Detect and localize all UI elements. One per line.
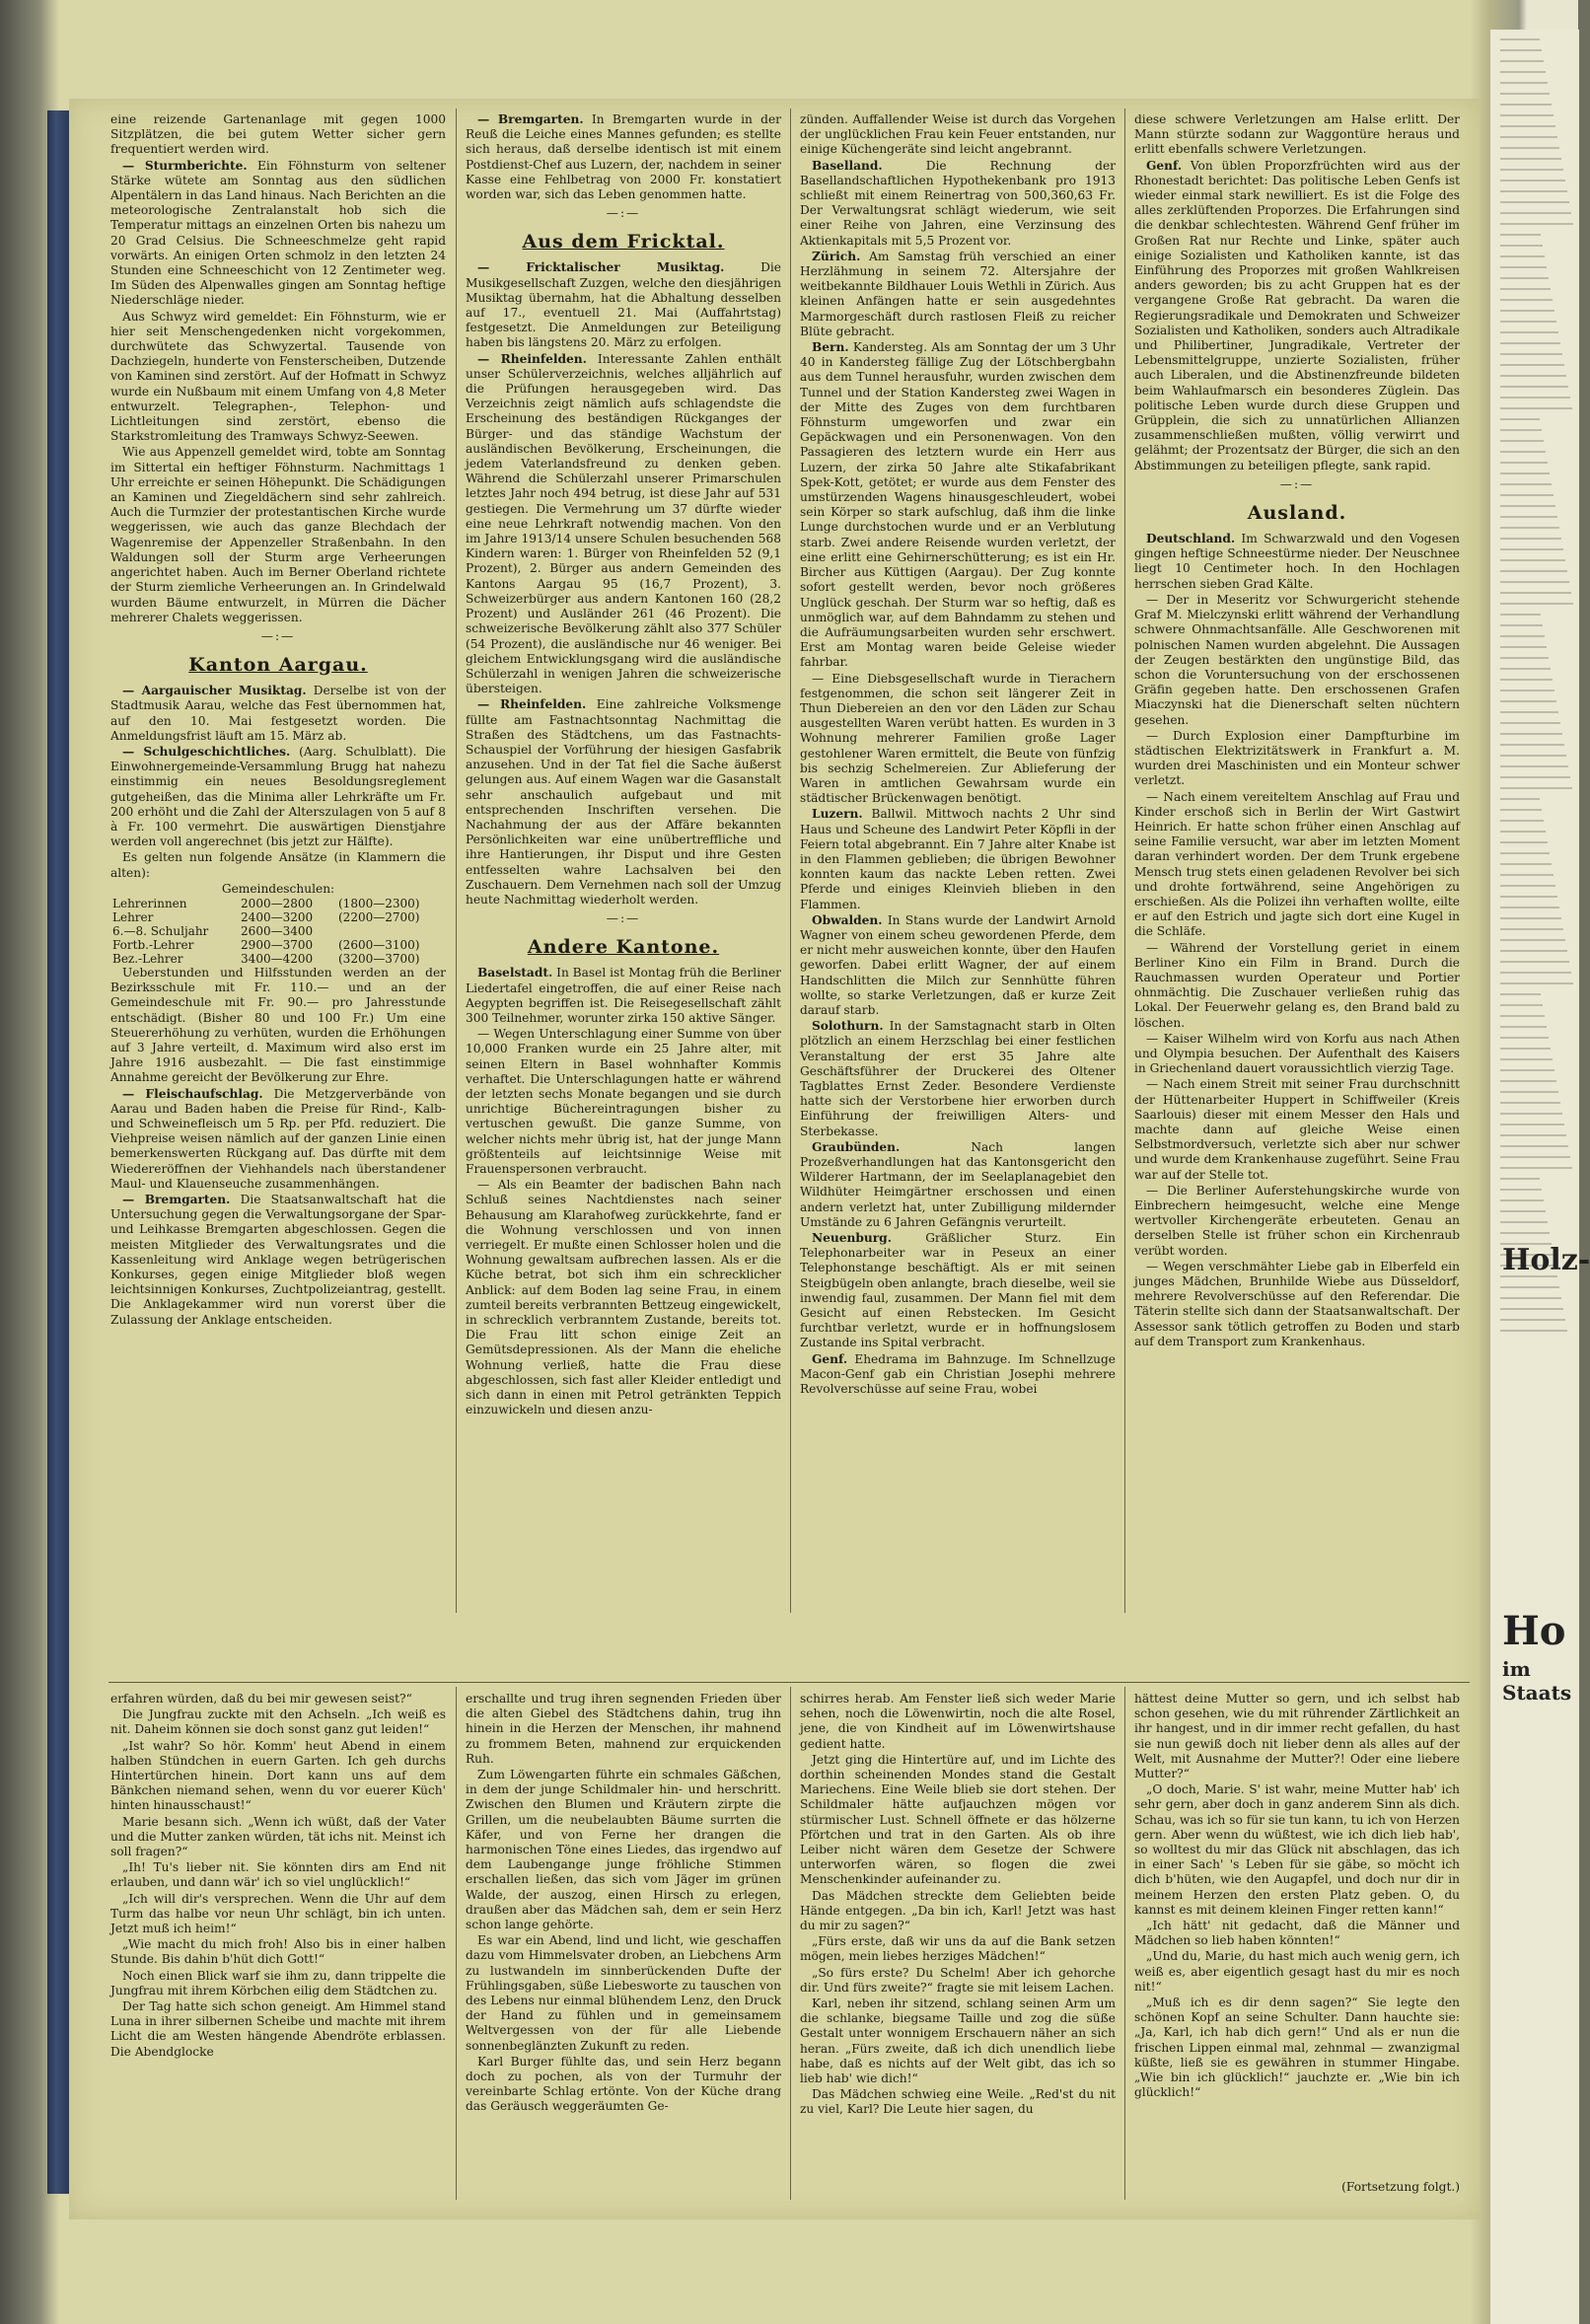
adjacent-text-line [1500,1297,1561,1299]
adjacent-text-line [1500,939,1565,941]
feuilleton-paragraph: Noch einen Blick warf sie ihm zu, dann trippelte die Jungfrau mit ihrem Körbchen eilig dem Städtchen zu. [110,1968,446,1997]
adjacent-text-line [1500,494,1554,496]
adjacent-text-line [1500,125,1555,127]
adjacent-text-line [1500,397,1570,399]
salary-row [110,897,446,910]
adjacent-text-line [1500,765,1568,767]
kicker: Graubünden. [812,1139,901,1154]
body-text: Die Musikgesellschaft Zuzgen, welche den diesjährigen Musiktag übernahm, hat die Abhaltung desselben auf 17., eventuell 21. Mai (Auffahrtstag) festgesetzt. Die Anmeldungen zur Beteiligung haben bis längstens 20. März zu erfolgen. [466,260,781,350]
feuilleton-paragraph: „O doch, Marie. S' ist wahr, meine Mutter hab' ich sehr gern, aber doch in ganz anderem Sinn als dich. Schau, was ich so für sie tun kann, tu ich von Herzen gern. Aber wenn du wüßtest, wie ich dich lieb hab', so wolltest du mir das Glück nit abschlagen, das ich in einer Sach' 's Leben für sie gäbe, so möcht ich dich b'hüten, wie den Augapfel, und doch nur dir in meinem Herzen den ersten Platz geben. O, du kannst es mit deinem kleinen Finger retten kann!“ [1134,1782,1460,1917]
feuilleton-paragraph: „Wie macht du mich froh! Also bis in einer halben Stunde. Bis dahin b'hüt dich Gott!“ [110,1937,446,1967]
kicker: Solothurn. [812,1019,884,1034]
paragraph [466,966,781,1026]
adjacent-text-line [1500,1026,1547,1028]
paragraph [800,1352,1116,1398]
paragraph: Es gelten nun folgende Ansätze (in Klammern die alten): [110,850,446,880]
paragraph [800,913,1116,1018]
paragraph: — Als ein Beamter der badischen Bahn nach Schluß seines Nachtdienstes nach seiner Behausung am Klarahofweg zurückkehrte, fand er die Wohnung verschlossen und von innen verriegelt. Er mußte einen Schlosser holen und die Wohnung gewaltsam aufbrechen lassen. Als er die Küche betrat, bot sich ihm ein schrecklicher Anblick: auf dem Boden lag seine Frau, in einem zumteil bereits verbrannten Bettzeug eingewickelt, in schrecklich verbranntem Zustande, bereits tot. Die Frau litt schon einige Zeit an Gemütsdepressionen. Als der Mann die eheliche Wohnung verließ, hatte die Frau diese abgeschlossen, sich fast aller Kleider entledigt und sich dann in einen mit Petrol getränkten Teppich einzuwickeln und diesen anzu- [466,1178,781,1417]
paragraph: — Eine Diebsgesellschaft wurde in Tierachern festgenommen, die schon seit längerer Zeit in Thun Diebereien an den vor den Läden zur Schau ausgestellten Waren verübt hatten. Es wurden in 3 Wohnung mehrerer Familien große Lager gestohlener Waren ermittelt, die Beute von fünfzig bis sechzig Schelmereien. Zur Ablieferung der Waren in amtlichen Gewahrsam wurde ein städtischer Brückenwagen benötigt. [800,671,1116,806]
adjacent-text-line [1500,592,1571,594]
adjacent-text-line [1500,201,1569,203]
paragraph: — Durch Explosion einer Dampfturbine im städtischen Elektrizitätswerk in Frankfurt a. M. wurden drei Maschinisten und ein Monteur schwer verletzt. [1134,728,1460,788]
salary-row [110,924,446,938]
continued-label: (Fortsetzung folgt.) [1341,2180,1460,2194]
body-text: Nach langen Prozeßverhandlungen hat das Kantonsgericht den Wilderer Hartmann, der im Seelaplanagebiet den Wildhüter Heimgärtner erschossen und einen andern verletzt hat, unter Zubilligung mildernder Umstände zu 6 Jahren Gefängnis verurteilt. [800,1139,1117,1229]
adjacent-text-line [1500,787,1572,789]
section-heading: Aus dem Fricktal. [522,231,725,254]
body-text: Von üblen Proporzfrüchten wird aus der Rhonestadt berichtet: Das politische Leben Genfs ist wieder einmal stark newilliert. Es ist die Folge des alles zerklüftenden Proporzes. Die Erfahrungen sind die denkbar schlechtesten. Während Genf früher im Großen Rat nur Rechte und Linke, später auch einige Sozialisten und Katholiken kannte, ist das Einführung des Proporzes mit großen Wahlkreisen anders geworden; bis zu acht Gruppen hat es der vergangene Große Rat gebracht. Da waren die Regierungsradikale und Demokraten und Schweizer Sozialisten und Katholiken, sonders auch Altradikale und Philibertiner, Jungradikale, Vertreter der Lebensmittelgruppe, unzierte Sozialisten, früher auch Liberalen, und die Abstinenzfreunde bildeten beim Wahlaufmarsch ein besonderes Züglein. Das politische Leben wurde durch diese Gruppen und Grüpplein, die sich zu unnatürlichen Allianzen zusammenschließen mußten, völlig verwirrt und gelähmt; der Prozentsatz der Bürger, die sich an den Abstimmungen zu beteiligen pflegte, sank rapid. [1134,158,1461,472]
feuilleton-paragraph: Die Jungfrau zuckte mit den Achseln. „Ich weiß es nit. Daheim können sie doch sonst ganz gut leiden!“ [110,1707,446,1737]
adjacent-text-line [1500,321,1556,323]
adjacent-text-line [1500,831,1546,833]
adjacent-text-line [1500,516,1557,518]
adjacent-text-line [1500,169,1563,171]
adjacent-text-line [1500,657,1549,659]
adjacent-text-line [1500,624,1543,626]
adjacent-text-line [1500,755,1566,757]
adjacent-text-line [1500,277,1549,279]
adjacent-text-line [1500,614,1541,616]
paragraph [1134,159,1460,473]
adjacent-text-line [1500,386,1568,388]
paragraph [800,1231,1116,1351]
feuilleton-paragraph: Zum Löwengarten führte ein schmales Gäßchen, in dem der junge Schildmaler hin- und herschritt. Zwischen den Blumen und Kräutern zirpte die Grillen, um die neubelaubten Bäume surrten die Käfer, und von Ferne her drangen die harmonischen Töne eines Liedes, das irgendwo auf dem Laubengange junge fröhliche Stimmen erschallen ließen, das sich vom Jäger im grünen Walde, der auszog, einen Hirsch zu erlegen, draußen aber das Mädchen sah, dem er sein Herz schon lange gehörte. [466,1768,781,1932]
paragraph: diese schwere Verletzungen am Halse erlitt. Der Mann stürzte sodann zur Waggontüre heraus und erlitt ebenfalls schwere Verletzungen. [1134,112,1460,157]
body-text: Die Staatsanwaltschaft hat die Untersuchung gegen die Verwaltungsorgane der Spar- und Leihkasse Bremgarten abgeschlossen. Gegen die meisten Mitglieder des Verwaltungsrates und die Kassenleitung wird Anklage wegen betrügerischen Konkurses, gegen einige Mitglieder bloß wegen leichtsinnigen Konkurses, Zuchtpolizeiantrag, gestellt. Die Anklagekammer wird nun vorerst über die Zulassung der Anklage entscheiden. [110,1193,446,1327]
paragraph [110,1087,446,1192]
adjacent-text-line [1500,1037,1549,1039]
kicker: — Rheinfelden. [477,351,587,366]
paragraph [110,1193,446,1328]
section-heading: Andere Kantone. [527,936,720,959]
body-text: In Stans wurde der Landwirt Arnold Wagner von einem scheu gewordenen Pferde, dem er nicht mehr ausweichen konnte, über den Haufen geworfen. Dabei erlitt Wagner, der auf einem Handschlitten die Milch zur Sennhütte führen wollte, so starke Verletzungen, daß er kurze Zeit darauf starb. [800,912,1116,1017]
adjacent-text-line [1500,863,1552,865]
paragraph [466,352,781,697]
paragraph: eine reizende Gartenanlage mit gegen 1000 Sitzplätzen, die bei gutem Wetter sicher gern frequentiert werden wird. [110,112,446,157]
feuilleton-column-4 [1134,1692,1460,2101]
body-text: Ehedrama im Bahnzuge. Im Schnellzuge Macon-Genf gab ein Christian Josephi mehrere Revolverschüsse auf seine Frau, wobei [800,1351,1116,1397]
kicker: Genf. [812,1351,848,1366]
adjacent-text-line [1500,418,1540,420]
paragraph [466,260,781,350]
paragraph: Wie aus Appenzell gemeldet wird, tobte am Sonntag im Sittertal ein heftiger Föhnsturm. Nachmittags 1 Uhr erreichte er seinen Höhepunkt. Die Schädigungen an Kaminen und Ziegeldächern sind sehr zahlreich. Auch die Turmzier der protestantischen Kirche wurde weggerissen, wie auch das ganze Blechdach der Wagenremise der Appenzeller Straßenbahn. In den Waldungen soll der Sturm arge Verheerungen angerichtet haben. Auch im Berner Oberland richtete der Sturm ziemliche Verheerungen an. In Grindelwald wurden Bäume entwurzelt, in Mürren die Dächer mehrerer Chalets weggerissen. [110,445,446,624]
paragraph: Ueberstunden und Hilfsstunden werden an der Bezirksschule mit Fr. 110.— und an der Gemeindeschule mit Fr. 90.— pro Jahresstunde entschädigt. (Bisher 80 und 100 Fr.) Um eine Steuererhöhung zu verhüten, wurden die Erhöhungen auf 3 Jahre verteilt, d. Maximum wird also erst im Jahre 1916 ausbezahlt. — Die fast einstimmige Annahme gereicht der Bevölkerung zur Ehre. [110,965,446,1085]
adjacent-text-line [1500,1134,1566,1136]
adjacent-text-line [1500,1015,1545,1017]
paragraph: zünden. Auffallender Weise ist durch das Vorgehen der unglücklichen Frau kein Feuer entstanden, nur einige Küchengeräte sind leicht angebrannt. [800,112,1116,157]
paragraph: — Während der Vorstellung geriet in einem Berliner Kino ein Film in Brand. Durch die Rauchmassen wurden Operateur und Portier ohnmächtig. Die Zuschauer verließen ruhig das Lokal. Der Feuerwehr gelang es, den Brand bald zu löschen. [1134,940,1460,1030]
adjacent-text-line [1500,93,1550,95]
adjacent-text-line [1500,809,1542,811]
kicker: — Fleischaufschlag. [122,1086,263,1101]
paragraph [466,112,781,202]
adjacent-text-line [1500,342,1560,344]
feuilleton-paragraph: Der Tag hatte sich schon geneigt. Am Himmel stand Luna in ihrer silbernen Scheibe und machte mit ihrem Licht die am Westen hängende Abendröte erblassen. Die Abendglocke [110,1999,446,2059]
kicker: Deutschland. [1146,532,1236,546]
adjacent-text-line [1500,1091,1558,1093]
feuilleton-column-2 [466,1692,781,2116]
paragraph: — Die Berliner Auferstehungskirche wurde von Einbrechern heimgesucht, welche eine Menge wertvoller Kirchengeräte erbeuteten. Genau an derselben Stelle ist früher schon ein Kirchenraub verübt worden. [1134,1183,1460,1258]
salary-cell: (3200—3700) [338,951,420,966]
adjacent-text-line [1500,1145,1568,1147]
feuilleton-paragraph: „Ih! Tu's lieber nit. Sie könnten dirs am End nit erlauben, und dann wär' ich so viel unglücklich!“ [110,1860,446,1890]
kicker: Luzern. [812,807,863,822]
feuilleton-paragraph: Marie besann sich. „Wenn ich wüßt, daß der Vater und die Mutter zanken würden, tät ichs nit. Meinst ich soll fragen?“ [110,1814,446,1859]
paragraph: — Kaiser Wilhelm wird von Korfu aus nach Athen und Olympia besuchen. Der Aufenthalt des Kaisers in Griechenland dauert voraussichtlich vierzig Tage. [1134,1031,1460,1076]
adjacent-text-line [1500,885,1555,887]
salary-row [110,952,446,966]
adjacent-text-line [1500,1156,1570,1158]
adjacent-page-edge [1489,30,1590,2324]
body-text: In Bremgarten wurde in der Reuß die Leiche eines Mannes gefunden; es stellte sich heraus, daß derselbe identisch ist mit einem Postdienst-Chef aus Luzern, der, nachdem in seiner Kasse eine Fehlbetrag von 2000 Fr. konstatiert worden war, sich das Leben genommen hatte. [466,112,781,202]
paragraph: — Nach einem Streit mit seiner Frau durchschnitt der Hüttenarbeiter Huppert in Schiffweiler (Kreis Saarlouis) dieser mit einem Messer den Hals und machte dann auf gleiche Weise einen Selbstmordversuch, verletzte sich aber nur schwer und wurde dem Krankenhause zugeführt. Seine Frau war auf der Stelle tot. [1134,1077,1460,1182]
separator: —:— [260,628,296,643]
adjacent-text-line [1500,570,1567,572]
body-text: Ein Föhnsturm von seltener Stärke wütete am Sonntag aus den südlichen Alpentälern in das Land hinaus. Nach Berichten an die meteorologische Zentralanstalt hob sich die Temperatur mittags an einzelnen Orten bis nahezu um 20 Grad Celsius. Die Schneeschmelze geht rapid vorwärts. An einigen Orten schmolz in den letzten 24 Stunden eine Schneeschicht von 12 Zentimeter weg. Im Süden des Alpenwalles gingen am Sonntag heftige Niederschläge nieder. [110,158,447,308]
column-rule [1124,1687,1125,2200]
adjacent-text-line [1500,917,1561,919]
adjacent-text-line [1500,1330,1567,1332]
adjacent-text-line [1500,874,1554,876]
salary-cell: Bez.-Lehrer [112,951,183,966]
body-text: Kandersteg. Als am Sonntag der um 3 Uhr 40 in Kandersteg fällige Zug der Lötschbergbahn aus dem Tunnel herausfuhr, wurden zwischen dem Tunnel und der Station Kandersteg zwei Wagen in der Mitte des Zuges von dem furchtbaren Föhnsturm umgeworfen und zwar ein Gepäckwagen und ein Personenwagen. Von den Passagieren des letztern wurde ein Herr aus Luzern, der zirka 50 Jahre alte Stikafabrikant Spek-Kott, getötet; er wurde aus dem Fenster des umstürzenden Wagens hinausgeschleudert, wobei sein Körper so stark aufschlug, daß ihm die linke Lunge durchstochen wurde und er an Verblutung starb. Zwei andere Reisende wurden verletzt, der eine erlitt eine Gehirnerschütterung; es ist ein Hr. Bircher aus Küttigen (Aargau). Der Zug konnte sofort gestellt werden, bevor noch größeres Unglück geschah. Der Sturm war so heftig, daß es unmöglich war, auf dem Bahndamm zu stehen und die Aufräumungsarbeiten wurden sehr erschwert. Erst am Montag waren beide Geleise wieder fahrbar. [800,340,1116,670]
adjacent-text-line [1500,1069,1554,1071]
paragraph [110,159,446,309]
adjacent-text-line [1500,928,1563,930]
adjacent-page-fragment: Holz- [1502,1243,1590,1277]
adjacent-text-line [1500,972,1571,974]
feuilleton-paragraph: Jetzt ging die Hintertüre auf, und im Lichte des dorthin scheinenden Mondes stand die Gestalt Mariechens. Eine Weile blieb sie dort stehen. Der Schildmaler hätte aufjauchzen mögen vor stürmischer Lust. Schnell öffnete er das hölzerne Pförtchen und trat in den Garten. Als ob ihre Leiber nicht wären dem Gesetze der Schwere unterworfen wären, so flogen die zwei Menschenkinder aufeinander zu. [800,1752,1116,1887]
salary-cell: 2400—3200 [241,909,314,924]
salary-cell: 2900—3700 [241,937,314,952]
separator: —:— [1279,476,1315,491]
feuilleton-paragraph: „Fürs erste, daß wir uns da auf die Bank setzen mögen, mein liebes herziges Mädchen!“ [800,1934,1116,1964]
adjacent-text-line [1500,147,1559,149]
adjacent-text-line [1500,841,1548,843]
adjacent-text-line [1500,82,1548,84]
continuation-note [1134,2180,1460,2195]
adjacent-text-line [1500,451,1546,453]
adjacent-text-line [1500,1221,1548,1223]
column-rule [456,1687,457,2200]
salary-cell [336,924,446,938]
body-text: Gräßlicher Sturz. Ein Telephonarbeiter war in Peseux an einer Telephonstange beschäftigt. Als er mit seinen Steigbügeln oben anlangte, brach dieselbe, weil sie inwendig faul, zusammen. Der Mann fiel mit dem Gesicht auf einen Rebstecken. Im Gesicht furchtbar verletzt, wurde er in hoffnungslosem Zustande ins Spital verbracht. [800,1231,1116,1350]
adjacent-text-line [1500,266,1547,268]
body-text: Im Schwarzwald und den Vogesen gingen heftige Schneestürme nieder. Der Neuschnee liegt 10 Centimeter hoch. In den Hochlagen herrschen sieben Grad Kälte. [1134,532,1461,591]
adjacent-text-line [1500,711,1558,713]
adjacent-text-line [1500,429,1542,431]
paragraph [800,807,1116,911]
adjacent-text-line [1500,668,1551,670]
column-rule [1124,109,1125,1613]
kicker: — Bremgarten. [477,112,584,126]
adjacent-text-line [1500,798,1540,800]
adjacent-text-line [1500,483,1552,485]
body-text: Am Samstag früh verschied an einer Herzlähmung in seinem 72. Altersjahre der weitbekannte Bildhauer Louis Wethli in Zürich. Aus kleinen Anfängen hatte er sein ausgedehntes Marmorgeschäft durch rastlosen Fleiß zu reicher Blüte gebracht. [800,249,1116,338]
adjacent-text-line [1500,1232,1550,1234]
section-heading: Kanton Aargau. [188,654,368,677]
adjacent-text-line [1500,60,1544,62]
adjacent-text-line [1500,255,1545,257]
feuilleton-paragraph: erfahren würden, daß du bei mir gewesen seist?“ [110,1692,412,1706]
feuilleton-paragraph: „So fürs erste? Du Schelm! Aber ich gehorche dir. Und fürs zweite?“ fragte sie mit leisem Lachen. [800,1965,1116,1995]
adjacent-text-line [1500,1189,1542,1191]
salary-cell: 6.—8. Schuljahr [112,923,209,938]
adjacent-text-line [1500,907,1559,908]
adjacent-text-line [1500,733,1562,735]
adjacent-text-line [1500,331,1558,333]
adjacent-text-line [1500,603,1573,605]
body-text: Die Rechnung der Basellandschaftlichen Hypothekenbank pro 1913 schließt mit einem Reinertrag von 500,360,63 Fr. Der Verwaltungsrat schlägt wiederum, wie seit einer Reihe von Jahren, eine Verzinsung des Aktienkapitals mit 5,5 Prozent vor. [800,158,1117,248]
adjacent-text-line [1500,538,1561,540]
feuilleton-paragraph: „Ich hätt' nit gedacht, daß die Männer und Mädchen so lieb haben könnten!“ [1134,1919,1460,1948]
adjacent-text-line [1500,472,1550,474]
kicker: Obwalden. [812,912,883,927]
adjacent-text-line [1500,1286,1559,1288]
column-rule [456,109,457,1613]
salary-cell: (2200—2700) [338,909,420,924]
book-binding [47,110,71,2194]
body-text: Derselbe ist von der Stadtmusik Aarau, welche das Fest übernommen hat, auf den 10. Mai festgesetzt worden. Die Anmeldungsfrist läuft am 15. März ab. [110,684,446,743]
kicker: Neuenburg. [812,1231,892,1246]
adjacent-text-line [1500,310,1554,312]
adjacent-text-line [1500,104,1552,106]
salary-cell: 3400—4200 [241,951,314,966]
adjacent-text-line [1500,505,1555,507]
section-heading: Ausland. [1247,502,1347,525]
kicker: — Fricktalischer Musiktag. [477,260,725,275]
column-rule [790,1687,791,2200]
paragraph: Aus Schwyz wird gemeldet: Ein Föhnsturm, wie er hier seit Menschengedenken nicht vorgekommen, durchwütete das Schwyzertal. Tausende von Dachziegeln, hunderte von Fensterscheiben, Dutzende von Kaminen sind zerstört. Auf der Hofmatt in Schwyz wurde ein Nußbaum mit einem Umfang von 4,8 Meter entwurzelt. Telegraphen-, Telephon- und Lichtleitungen sind zerstört, ebenso die Starkstromleitung des Tramways Schwyz-Seewen. [110,309,446,444]
adjacent-text-line [1500,1102,1560,1104]
kicker: — Bremgarten. [122,1193,231,1206]
salary-cell: Lehrerinnen [112,896,187,910]
adjacent-text-line [1500,288,1551,290]
adjacent-text-line [1500,820,1544,822]
paragraph [110,684,446,744]
paragraph [1134,532,1460,592]
salary-cell: 2600—3400 [241,923,314,938]
adjacent-text-line [1500,1113,1562,1115]
column-4 [1134,112,1460,1350]
adjacent-text-line [1500,234,1541,236]
adjacent-text-line [1500,776,1570,778]
salary-row [110,910,446,924]
feuilleton-paragraph: schirres herab. Am Fenster ließ sich weder Marie sehen, noch die Löwenwirtin, noch die alte Rosel, jene, die von Kindheit auf im Löwenwirtshause gedient hatte. [800,1692,1116,1751]
newspaper-page [69,99,1480,2219]
feuilleton-rule [108,1682,1470,1683]
column-rule [790,109,791,1613]
adjacent-text-line [1500,646,1547,648]
salary-cell: (2600—3100) [338,937,420,952]
body-text: In der Samstagnacht starb in Olten plötzlich an einem Herzschlag bei einer festlichen Veranstaltung der erst 35 Jahre alte Geschäftsführer der Druckerei des Oltener Tagblattes Ernst Zeder. Besondere Verdienste hatte sich der Verstorbene hier erworben durch Einführung der freiwilligen Alters- und Sterbekasse. [800,1019,1116,1138]
kicker: Baselland. [812,158,883,173]
separator: —:— [606,206,641,221]
kicker: Baselstadt. [477,966,553,980]
paragraph [466,697,781,908]
salary-cell: Fortb.-Lehrer [112,937,194,952]
adjacent-text-line [1500,690,1554,691]
feuilleton-paragraph: „Ist wahr? So hör. Komm' heut Abend in einem halben Stündchen in euern Garten. Ich geh durchs Hintertürchen hinein. Dort kann uns auf dem Bänkchen niemand sehen, wenn du vor euerer Küch' hinten hinausschaust!“ [110,1738,446,1813]
adjacent-page-fragment: im Staats [1502,1657,1572,1705]
adjacent-text-line [1500,744,1564,746]
feuilleton-paragraph: erschallte und trug ihren segnenden Frieden über die alten Giebel des Städtchens dahin, trug ihn hinein in die Herzen der Menschen, ihr mahnend zu frommem Beten, mahnend zur erquickenden Ruh. [466,1692,781,1766]
body-text: In Basel ist Montag früh die Berliner Liedertafel eingetroffen, die auf einer Reise nach Aegypten begriffen ist. Die Reisegesellschaft zählt 300 Teilnehmer, worunter zirka 150 aktive Sänger. [466,966,781,1025]
column-2 [466,112,781,1418]
salary-row [110,938,446,952]
feuilleton-paragraph: Karl Burger fühlte das, und sein Herz begann doch zu pochen, als von der Turmuhr der vereinbarte Schlag ertönte. Von der Küche drang das Geräusch weggeräumten Ge- [466,2054,781,2114]
adjacent-text-line [1500,158,1561,160]
adjacent-text-line [1500,245,1543,247]
adjacent-text-line [1500,1080,1556,1082]
adjacent-text-line [1500,1308,1563,1310]
body-text: Die Metzgerverbände von Aarau und Baden haben die Preise für Rind-, Kalb- und Schweinefleisch um 5 Rp. per Pfd. reduziert. Die Viehpreise weisen nämlich auf der ganzen Linie einen bemerkenswerten Rückgang auf. Das dürfte mit dem Wiedereröffnen der Viehhandels nach überstandener Maul- und Klauenseuche zusammenhängen. [110,1086,446,1191]
adjacent-text-line [1500,49,1542,51]
paragraph: — Wegen verschmähter Liebe gab in Elberfeld ein junges Mädchen, Brunhilde Wiebe aus Düsseldorf, mehrere Revolverschüsse auf den Referendar. Die Täterin stellte sich dann der Staatsanwaltschaft. Der Assessor sank tötlich getroffen zu Boden und starb auf dem Transport zum Krankenhaus. [1134,1259,1460,1348]
body-text: (Aarg. Schulblatt). Die Einwohnergemeinde-Versammlung Brugg hat nahezu einstimmig ein neues Besoldungsreglement gutgeheißen, das die Minima aller Lehrkräfte um Fr. 200 erhöht und die Zahl der Alterszulagen von 5 auf 8 à Fr. 100 vermehrt. Die auswärtigen Dienstjahre werden voll angerechnet (bis jetzt zur Hälfte). [110,744,446,849]
adjacent-text-line [1500,223,1573,225]
adjacent-text-line [1500,982,1573,984]
adjacent-text-line [1500,364,1564,366]
paragraph [800,250,1116,339]
adjacent-text-line [1500,1058,1553,1060]
salary-cell: (1800—2300) [338,896,420,910]
paragraph [800,340,1116,670]
kicker: Bern. [812,340,849,355]
paragraph: — Der in Meseritz vor Schwurgericht stehende Graf M. Mielczynski erlitt während der Verhandlung schwere Ohnmachtsanfälle. Alle Geschworenen mit polnischen Namen wurden abgelehnt. Die Aussagen der Zeugen bestärkten den ungünstige Bild, das schon die Voruntersuchung von der erschossenen Gräfin gegeben hatte. Den erschossenen Grafen Miaczynski hat die Dienerschaft selten nüchtern gesehen. [1134,592,1460,727]
salary-cell: Lehrer [112,909,154,924]
body-text: Eine zahlreiche Volksmenge füllte am Fastnachtsonntag Nachmittag die Straßen des Städtchens, um das Fastnachts-Schauspiel der Vorführung der hiesigen Gasfabrik anzusehen. Und in der Tat fiel die Sache äußerst gelungen aus. Auf einem Wagen war die Gasanstalt sehr anschaulich aufgebaut und mit entsprechenden Inschriften versehen. Die Nachahmung der aus der Affäre bekannten Persönlichkeiten war eine unübertreffliche und ihre Hantierungen, ihr Disput und ihre Gesten entfesselten wahre Lachsalven bei den Zuschauern. Dem Vernehmen nach soll der Umzug heute Nachmittag wiederholt werden. [466,697,782,907]
adjacent-text-line [1500,1048,1551,1050]
adjacent-text-line [1500,961,1569,963]
adjacent-text-line [1500,896,1557,898]
feuilleton-paragraph: „Ich will dir's versprechen. Wenn die Uhr auf dem Turm das halbe vor neun Uhr schlägt, bin ich unten. Jetzt muß ich heim!“ [110,1891,446,1936]
adjacent-text-line [1500,190,1567,192]
adjacent-text-line [1500,136,1557,138]
column-3 [800,112,1116,1398]
kicker: — Sturmberichte. [122,158,248,173]
adjacent-text-line [1500,679,1553,681]
feuilleton-column-3 [800,1692,1116,2119]
adjacent-text-line [1500,527,1559,529]
adjacent-text-line [1500,38,1540,40]
adjacent-text-line [1500,462,1548,464]
adjacent-text-line [1500,1319,1565,1321]
adjacent-text-line [1500,559,1565,561]
adjacent-text-line [1500,407,1572,409]
adjacent-text-line [1500,993,1541,995]
adjacent-text-line [1500,212,1571,214]
adjacent-text-line [1500,71,1546,73]
salary-cell: 2000—2800 [241,896,314,910]
paragraph [800,159,1116,249]
adjacent-text-line [1500,1199,1544,1201]
adjacent-text-line [1500,950,1567,952]
feuilleton-column-1 [110,1692,446,2061]
feuilleton-paragraph: „Muß ich es dir denn sagen?“ Sie legte den schönen Kopf an seine Schulter. Dann hauchte sie: „Ja, Karl, ich hab dich gern!“ Und als er nun die frischen Lippen einmal mal, zehnmal — zwanzigmal küßte, ließ sie es gewähren in stummer Hingabe. „Wie bin ich glücklich!“ jauchzte er. „Wie bin ich glücklich!“ [1134,1996,1460,2100]
adjacent-text-line [1500,375,1566,377]
body-text: Interessante Zahlen enthält unser Schülerverzeichnis, welches alljährlich auf die Prüfungen herausgegeben wird. Das Verzeichnis zeigt nämlich aufs schlagendste die Erscheinung des beständigen Rückganges der Bürger- und das ständige Wachstum der ausländischen Bevölkerung, Erscheinungen, die jedem Vaterlandsfreund zu denken geben. Während die Schülerzahl unserer Primarschulen letztes Jahr noch 494 betrug, ist diese Jahr auf 531 gestiegen. Die Vermehrung um 37 dürfte wieder eine neue Lehrkraft notwendig machen. Von den im Jahre 1913/14 unsere Schulen besuchenden 568 Kindern waren: 1. Bürger von Rheinfelden 52 (9,1 Prozent), 2. Bürger aus andern Gemeinden des Kantons Aargau 95 (16,7 Prozent), 3. Schweizerbürger aus andern Kantonen 160 (28,2 Prozent) und Ausländer 261 (46 Prozent). Die schweizerische Bevölkerung zählt also 377 Schüler (54 Prozent), die ausländische nur 46 weniger. Bei gleichem Entwicklungsgang wird die ausländische Schülerzahl in wenigen Jahren die schweizerische übersteigen. [466,351,781,696]
salary-table-title: Gemeindeschulen: [221,881,335,896]
adjacent-text-line [1500,548,1563,550]
adjacent-text-line [1500,299,1553,301]
kicker: Genf. [1146,158,1183,173]
feuilleton-paragraph: hättest deine Mutter so gern, und ich selbst hab schon gesehen, wie du mit rührender Zärtlichkeit an ihr hangest, und in dir immer recht gefallen, du hast sie nun gewiß doch nit lieber denn als alles auf der Welt, mit Ausnahme der Mutter?! Oder eine liebere Mutter?“ [1134,1692,1460,1781]
feuilleton-paragraph: „Und du, Marie, du hast mich auch wenig gern, ich weiß es, aber eigentlich gesagt hast du mir es noch nit!“ [1134,1949,1460,1994]
adjacent-text-line [1500,1178,1540,1180]
kicker: — Schulgeschichtliches. [122,744,291,759]
adjacent-text-line [1500,581,1569,583]
adjacent-text-line [1500,1210,1546,1212]
adjacent-text-line [1500,440,1544,442]
salary-table [110,897,446,966]
separator: —:— [606,911,641,926]
adjacent-text-line [1500,852,1550,854]
paragraph: — Nach einem vereiteltem Anschlag auf Frau und Kinder erschoß sich in Berlin der Wirt Gastwirt Heinrich. Er hatte schon früher einen Anschlag auf seine Familie versucht, war aber im letzten Moment daran verhindert worden. Der dem Trunk ergebene Mensch trug stets einen geladenen Revolver bei sich und drohte fortwährend, seine Angehörigen zu erschießen. Als die Polizei ihn verhaften wollte, eilte er auf den Estrich und jagte sich dort eine Kugel in die Schläfe. [1134,789,1460,939]
feuilleton-paragraph: Karl, neben ihr sitzend, schlang seinen Arm um die schlanke, biegsame Taille und zog die süße Gestalt unter wonnigem Erschauern näher an sich heran. „Fürs zweite, daß ich dich unendlich liebe habe, daß es nichts auf der Welt gibt, das ich so lieb hab' wie dich!“ [800,1997,1116,2086]
column-1 [110,112,446,1329]
feuilleton-paragraph: Das Mädchen streckte dem Geliebten beide Hände entgegen. „Da bin ich, Karl! Jetzt was hast du mir zu sagen?“ [800,1888,1116,1933]
adjacent-text-line [1500,635,1545,637]
kicker: — Aargauischer Musiktag. [122,684,307,698]
paragraph: — Wegen Unterschlagung einer Summe von über 10,000 Franken wurde ein 25 Jahre alter, mit seinen Eltern in Basel wohnhafter Kommis verhaftet. Die Unterschlagungen hatte er während der letzten sechs Monate begangen und sie durch unrichtige Büchereintragungen bisher zu vertuschen gewußt. Die ganze Summe, von welcher nichts mehr übrig ist, hat der junge Mann größtenteils auf leichtsinnige Weise mit Frauenspersonen verbraucht. [466,1027,781,1176]
paragraph [800,1140,1116,1230]
adjacent-text-line [1500,114,1554,116]
feuilleton-paragraph: Das Mädchen schwieg eine Weile. „Red'st du nit zu viel, Karl? Die Leute hier sagen, du [800,2087,1116,2117]
adjacent-text-line [1500,1124,1564,1126]
feuilleton-paragraph: Es war ein Abend, lind und licht, wie geschaffen dazu vom Himmelsvater droben, an Liebchens Arm zu lustwandeln im sinnberückenden Dufte der Frühlingsgaben, süße Liebesworte zu tauschen von des Lebens nur einmal blühendem Lenz, den Druck der Hand zu fühlen und in gemeinsamem Weltvergessen von der für alle Liebende sonnenbeglänzten Zukunft zu reden. [466,1933,781,2053]
body-text: Ballwil. Mittwoch nachts 2 Uhr sind Haus und Scheune des Landwirt Peter Köpfli in der Feiern total abgebrannt. Ein 7 Jahre alter Knabe ist in den Flammen geblieben; die übrigen Bewohner konnten kaum das nackte Leben retten. Zwei Pferde und einiges Kleinvieh blieben in den Flammen. [800,807,1117,911]
adjacent-text-line [1500,1167,1572,1169]
adjacent-text-line [1500,180,1565,182]
adjacent-text-line [1500,722,1560,724]
adjacent-text-line [1500,1004,1543,1006]
adjacent-page-fragment: Ho [1502,1608,1566,1654]
paragraph [110,745,446,849]
kicker: Zürich. [812,249,861,263]
kicker: — Rheinfelden. [477,697,587,712]
adjacent-text-line [1500,353,1562,355]
paragraph [800,1019,1116,1139]
adjacent-text-line [1500,700,1556,702]
